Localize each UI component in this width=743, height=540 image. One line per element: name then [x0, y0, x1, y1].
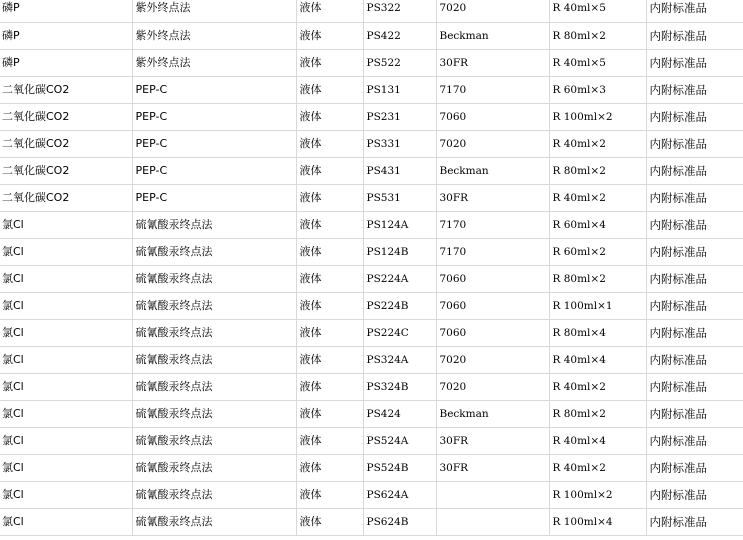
- package-spec-cell: R 100ml×1: [549, 292, 646, 319]
- analyzer-model-cell: 7170: [436, 76, 549, 103]
- table-row: [0, 157, 743, 184]
- analyzer-model-cell: 7060: [436, 319, 549, 346]
- method-cell: 硫氰酸汞终点法: [132, 211, 296, 238]
- note-cell: 内附标准品: [646, 211, 743, 238]
- form-cell: 液体: [296, 0, 363, 22]
- table-row: [0, 0, 743, 22]
- note-cell: 内附标准品: [646, 427, 743, 454]
- method-cell: 硫氰酸汞终点法: [132, 427, 296, 454]
- form-cell: 液体: [296, 373, 363, 400]
- analyzer-model-cell: 7170: [436, 238, 549, 265]
- note-cell: 内附标准品: [646, 184, 743, 211]
- analyzer-model-cell: 7060: [436, 292, 549, 319]
- item-cell: 氯Cl: [0, 454, 132, 481]
- product-code-cell: PS424: [363, 400, 436, 427]
- note-cell: 内附标准品: [646, 373, 743, 400]
- note-cell: 内附标准品: [646, 76, 743, 103]
- method-cell: PEP-C: [132, 76, 296, 103]
- form-cell: 液体: [296, 454, 363, 481]
- table-row: [0, 373, 743, 400]
- item-cell: 氯Cl: [0, 292, 132, 319]
- analyzer-model-cell: 7020: [436, 373, 549, 400]
- package-spec-cell: R 40ml×4: [549, 346, 646, 373]
- item-cell: 氯Cl: [0, 211, 132, 238]
- note-cell: 内附标准品: [646, 508, 743, 535]
- analyzer-model-cell: 7170: [436, 211, 549, 238]
- method-cell: 硫氰酸汞终点法: [132, 238, 296, 265]
- form-cell: 液体: [296, 427, 363, 454]
- form-cell: 液体: [296, 211, 363, 238]
- item-cell: 二氧化碳CO2: [0, 157, 132, 184]
- package-spec-cell: R 40ml×4: [549, 427, 646, 454]
- note-cell: 内附标准品: [646, 292, 743, 319]
- method-cell: PEP-C: [132, 184, 296, 211]
- table-row: [0, 346, 743, 373]
- package-spec-cell: R 80ml×2: [549, 400, 646, 427]
- method-cell: 硫氰酸汞终点法: [132, 400, 296, 427]
- product-code-cell: PS124B: [363, 238, 436, 265]
- method-cell: 紫外终点法: [132, 0, 296, 22]
- note-cell: 内附标准品: [646, 400, 743, 427]
- item-cell: 氯Cl: [0, 265, 132, 292]
- item-cell: 磷P: [0, 49, 132, 76]
- item-cell: 氯Cl: [0, 319, 132, 346]
- analyzer-model-cell: [436, 508, 549, 535]
- table-row: [0, 238, 743, 265]
- analyzer-model-cell: 30FR: [436, 184, 549, 211]
- analyzer-model-cell: 30FR: [436, 49, 549, 76]
- product-code-cell: PS322: [363, 0, 436, 22]
- item-cell: 磷P: [0, 0, 132, 22]
- table-row: [0, 454, 743, 481]
- package-spec-cell: R 40ml×5: [549, 0, 646, 22]
- note-cell: 内附标准品: [646, 49, 743, 76]
- note-cell: 内附标准品: [646, 346, 743, 373]
- item-cell: 二氧化碳CO2: [0, 76, 132, 103]
- method-cell: PEP-C: [132, 103, 296, 130]
- package-spec-cell: R 80ml×2: [549, 22, 646, 49]
- table-row: [0, 319, 743, 346]
- item-cell: 氯Cl: [0, 508, 132, 535]
- table-row: [0, 427, 743, 454]
- package-spec-cell: R 80ml×2: [549, 157, 646, 184]
- note-cell: 内附标准品: [646, 238, 743, 265]
- product-code-cell: PS324B: [363, 373, 436, 400]
- form-cell: 液体: [296, 292, 363, 319]
- table-row: [0, 400, 743, 427]
- product-code-cell: PS524B: [363, 454, 436, 481]
- form-cell: 液体: [296, 130, 363, 157]
- form-cell: 液体: [296, 157, 363, 184]
- form-cell: 液体: [296, 49, 363, 76]
- note-cell: 内附标准品: [646, 130, 743, 157]
- package-spec-cell: R 40ml×2: [549, 130, 646, 157]
- analyzer-model-cell: 7060: [436, 103, 549, 130]
- analyzer-model-cell: 7020: [436, 130, 549, 157]
- item-cell: 氯Cl: [0, 238, 132, 265]
- analyzer-model-cell: [436, 481, 549, 508]
- package-spec-cell: R 100ml×4: [549, 508, 646, 535]
- method-cell: 硫氰酸汞终点法: [132, 319, 296, 346]
- package-spec-cell: R 40ml×5: [549, 49, 646, 76]
- form-cell: 液体: [296, 319, 363, 346]
- analyzer-model-cell: Beckman: [436, 22, 549, 49]
- form-cell: 液体: [296, 184, 363, 211]
- method-cell: PEP-C: [132, 130, 296, 157]
- note-cell: 内附标准品: [646, 481, 743, 508]
- package-spec-cell: R 60ml×2: [549, 238, 646, 265]
- form-cell: 液体: [296, 238, 363, 265]
- method-cell: 硫氰酸汞终点法: [132, 292, 296, 319]
- form-cell: 液体: [296, 103, 363, 130]
- analyzer-model-cell: 7020: [436, 0, 549, 22]
- table-row: [0, 265, 743, 292]
- product-code-cell: PS324A: [363, 346, 436, 373]
- form-cell: 液体: [296, 76, 363, 103]
- method-cell: 硫氰酸汞终点法: [132, 508, 296, 535]
- product-code-cell: PS531: [363, 184, 436, 211]
- note-cell: 内附标准品: [646, 157, 743, 184]
- product-code-cell: PS422: [363, 22, 436, 49]
- product-code-cell: PS224C: [363, 319, 436, 346]
- item-cell: 氯Cl: [0, 346, 132, 373]
- form-cell: 液体: [296, 508, 363, 535]
- product-code-cell: PS331: [363, 130, 436, 157]
- form-cell: 液体: [296, 400, 363, 427]
- package-spec-cell: R 100ml×2: [549, 103, 646, 130]
- table-row: [0, 130, 743, 157]
- table-row: [0, 103, 743, 130]
- item-cell: 氯Cl: [0, 481, 132, 508]
- product-code-cell: PS431: [363, 157, 436, 184]
- item-cell: 二氧化碳CO2: [0, 184, 132, 211]
- package-spec-cell: R 60ml×3: [549, 76, 646, 103]
- note-cell: 内附标准品: [646, 0, 743, 22]
- table-row: [0, 508, 743, 535]
- table-row: [0, 292, 743, 319]
- item-cell: 氯Cl: [0, 400, 132, 427]
- product-code-cell: PS624B: [363, 508, 436, 535]
- analyzer-model-cell: Beckman: [436, 400, 549, 427]
- item-cell: 氯Cl: [0, 427, 132, 454]
- note-cell: 内附标准品: [646, 103, 743, 130]
- product-code-cell: PS231: [363, 103, 436, 130]
- item-cell: 磷P: [0, 22, 132, 49]
- package-spec-cell: R 80ml×4: [549, 319, 646, 346]
- method-cell: 硫氰酸汞终点法: [132, 454, 296, 481]
- analyzer-model-cell: Beckman: [436, 157, 549, 184]
- table-row: [0, 211, 743, 238]
- package-spec-cell: R 40ml×2: [549, 184, 646, 211]
- product-code-cell: PS224A: [363, 265, 436, 292]
- table-row: [0, 49, 743, 76]
- analyzer-model-cell: 30FR: [436, 454, 549, 481]
- table-row: [0, 22, 743, 49]
- note-cell: 内附标准品: [646, 22, 743, 49]
- analyzer-model-cell: 7020: [436, 346, 549, 373]
- note-cell: 内附标准品: [646, 265, 743, 292]
- method-cell: 硫氰酸汞终点法: [132, 346, 296, 373]
- product-code-cell: PS524A: [363, 427, 436, 454]
- method-cell: 硫氰酸汞终点法: [132, 481, 296, 508]
- package-spec-cell: R 80ml×2: [549, 265, 646, 292]
- package-spec-cell: R 100ml×2: [549, 481, 646, 508]
- package-spec-cell: R 40ml×2: [549, 454, 646, 481]
- note-cell: 内附标准品: [646, 319, 743, 346]
- method-cell: 紫外终点法: [132, 49, 296, 76]
- analyzer-model-cell: 30FR: [436, 427, 549, 454]
- package-spec-cell: R 40ml×2: [549, 373, 646, 400]
- product-code-cell: PS224B: [363, 292, 436, 319]
- package-spec-cell: R 60ml×4: [549, 211, 646, 238]
- method-cell: 紫外终点法: [132, 22, 296, 49]
- analyzer-model-cell: 7060: [436, 265, 549, 292]
- form-cell: 液体: [296, 265, 363, 292]
- product-code-cell: PS131: [363, 76, 436, 103]
- note-cell: 内附标准品: [646, 454, 743, 481]
- form-cell: 液体: [296, 22, 363, 49]
- product-code-cell: PS522: [363, 49, 436, 76]
- product-code-cell: PS624A: [363, 481, 436, 508]
- method-cell: 硫氰酸汞终点法: [132, 265, 296, 292]
- item-cell: 二氧化碳CO2: [0, 103, 132, 130]
- method-cell: PEP-C: [132, 157, 296, 184]
- form-cell: 液体: [296, 346, 363, 373]
- table-row: [0, 184, 743, 211]
- table-row: [0, 481, 743, 508]
- table-row: [0, 76, 743, 103]
- item-cell: 二氧化碳CO2: [0, 130, 132, 157]
- form-cell: 液体: [296, 481, 363, 508]
- product-code-cell: PS124A: [363, 211, 436, 238]
- item-cell: 氯Cl: [0, 373, 132, 400]
- method-cell: 硫氰酸汞终点法: [132, 373, 296, 400]
